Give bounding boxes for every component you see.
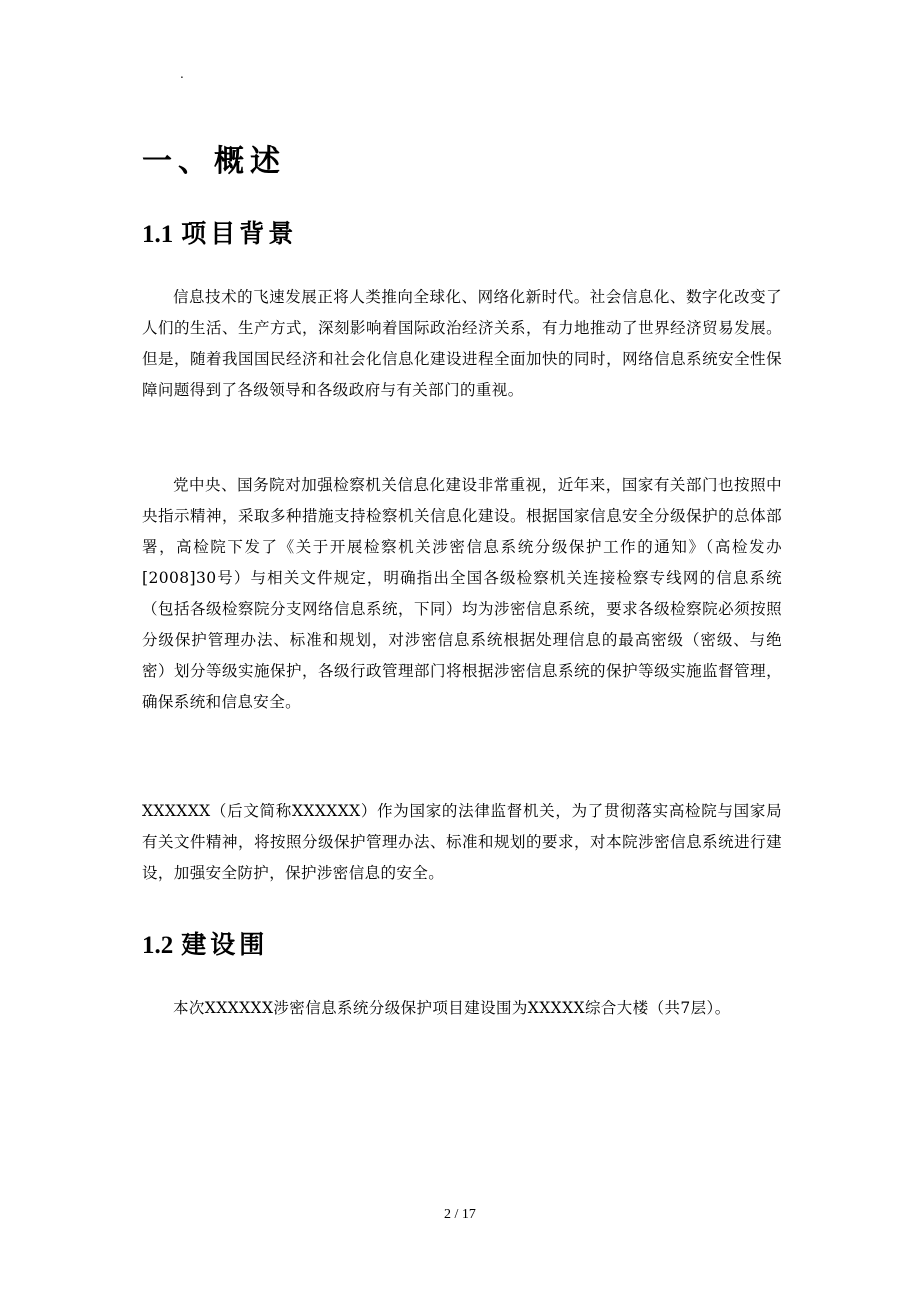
section-heading-scope [142,927,268,964]
header-mark: . [180,67,184,81]
paragraph: 党中央、国务院对加强检察机关信息化建设非常重视，近年来，国家有关部门也按照中央指示精神，采取多种措施支持检察机关信息化建设。根据国家信息安全分级保护的总体部署，高检院下发了《关于开展检察机关涉密信息系统分级保护工作的通知》（高检发办[2008]30号）与相关文件规定，明确指出全国各级检察机关连接检察专线网的信息系统（包括各级检察院分支网络信息系统，下同）均为涉密信息系统，要求各级检察院必须按照分级保护管理办法、标准和规划，对涉密信息系统根据处理信息的最高密级（密级、与绝密）划分等级实施保护，各级行政管理部门将根据涉密信息系统的保护等级实施监督管理，确保系统和信息安全。 [142,476,782,711]
paragraph: 信息技术的飞速发展正将人类推向全球化、网络化新时代。社会信息化、数字化改变了人们的生活、生产方式，深刻影响着国际政治经济关系，有力地推动了世界经济贸易发展。但是，随着我国国民经济和社会化信息化建设进程全面加快的同时，网络信息系统安全性保障问题得到了各级领导和各级政府与有关部门的重视。 [142,288,782,399]
page-number: 2 / 17 [444,1207,476,1222]
chapter-title: 一、概述 [142,144,286,179]
section-title: 建设围 [181,930,269,959]
section-title: 项目背景 [181,219,298,248]
section-heading-background [142,216,297,253]
paragraph: 本次XXXXXX涉密信息系统分级保护项目建设围为XXXXX综合大楼（共7层）。 [173,999,731,1017]
section-number: 1.2 [142,932,174,959]
paragraph: XXXXXX（后文简称XXXXXX）作为国家的法律监督机关，为了贯彻落实高检院与国家局有关文件精神，将按照分级保护管理办法、标准和规划的要求，对本院涉密信息系统进行建设，加强安全防护，保护涉密信息的安全。 [142,802,782,882]
section-number: 1.1 [142,221,174,248]
